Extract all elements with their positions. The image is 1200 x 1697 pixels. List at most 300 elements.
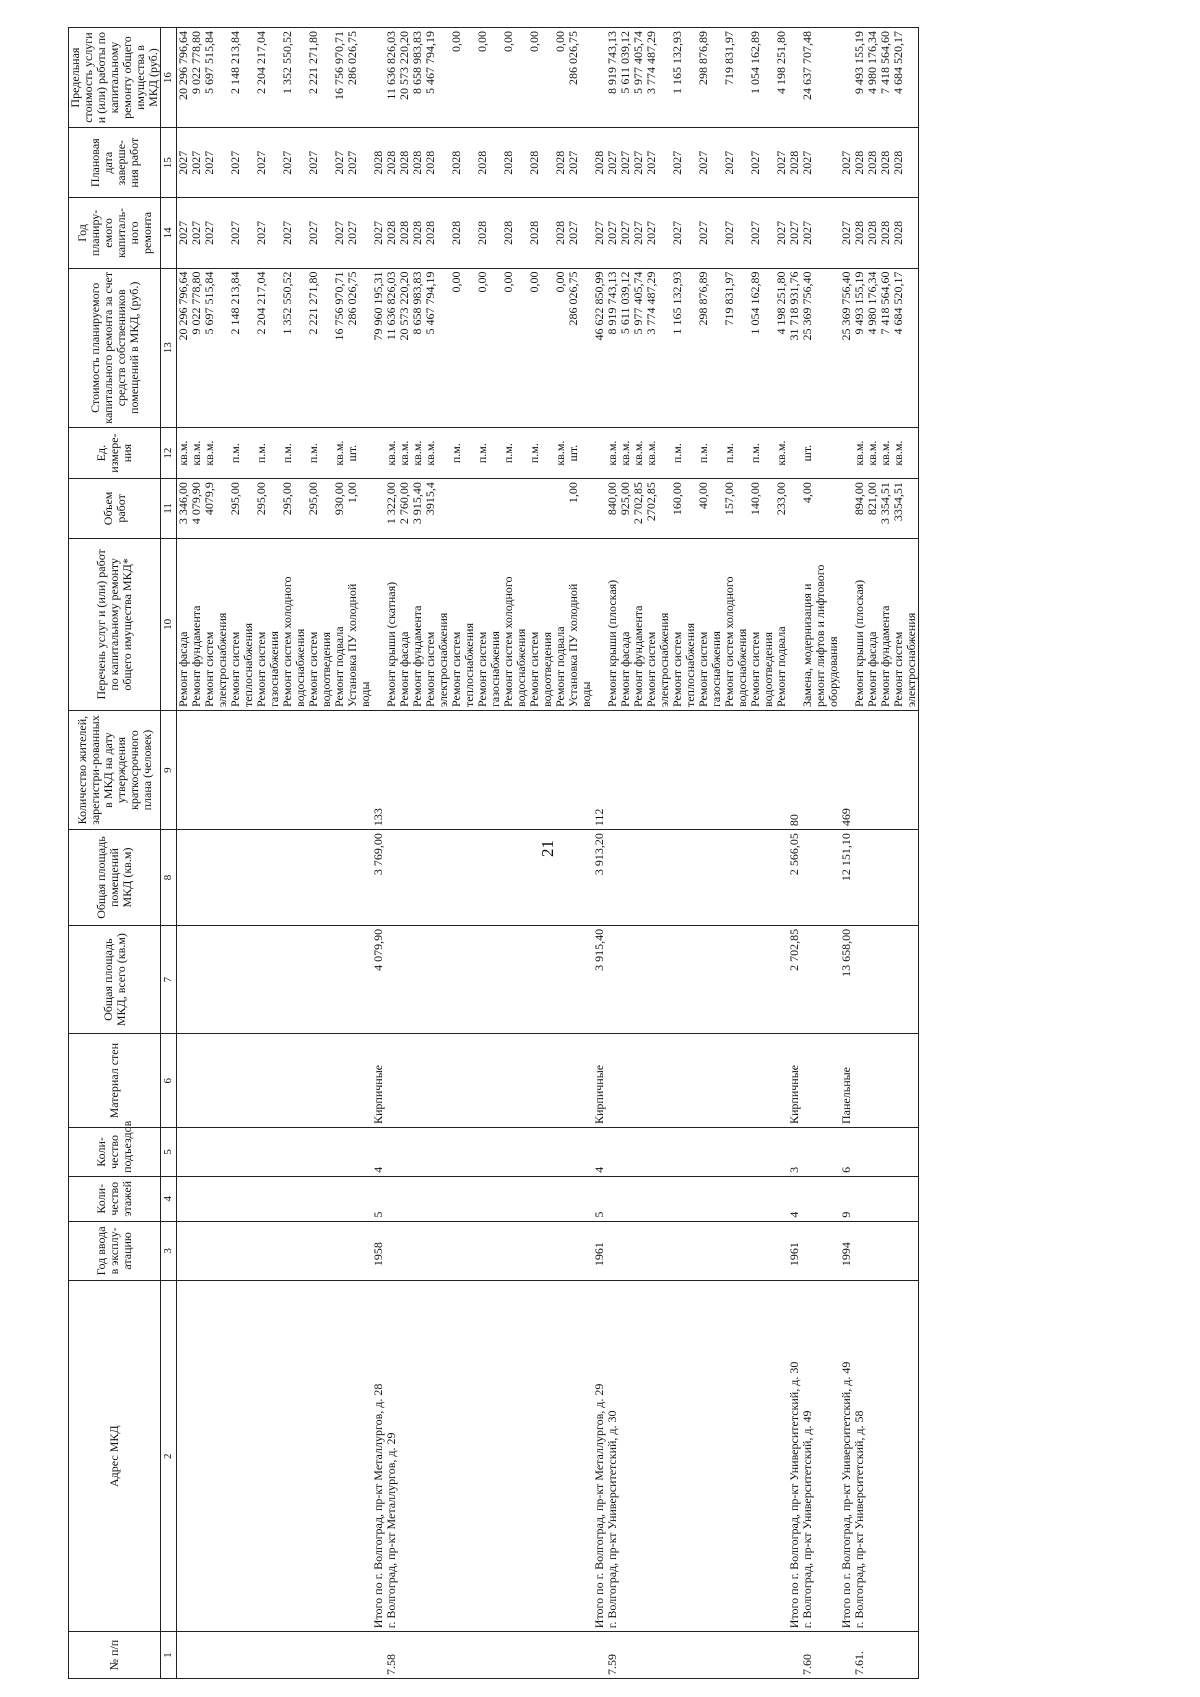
- cell-col-11: [476, 479, 489, 539]
- cell-col-2: [645, 1281, 658, 1632]
- cell-col-14: 2028: [450, 198, 463, 268]
- cell-col-2: [697, 1281, 710, 1632]
- cell-col-5: [307, 1128, 320, 1177]
- column-number: 1: [161, 1632, 177, 1679]
- cell-col-8: [710, 830, 723, 926]
- cell-col-9: [437, 711, 450, 830]
- cell-col-4: [606, 1176, 619, 1221]
- column-header: Количество жителей, зарегистри-рованных в МКД на дату утверждения краткосрочного плана (человек): [69, 711, 161, 830]
- table-row: [307, 28, 320, 1679]
- cell-col-1: [229, 1632, 242, 1679]
- cell-col-4: [515, 1176, 528, 1221]
- cell-col-14: 2028: [398, 198, 411, 268]
- cell-col-6: [866, 1034, 879, 1128]
- cell-col-8: [216, 830, 229, 926]
- cell-col-7: [905, 925, 919, 1034]
- cell-col-2: [658, 1281, 671, 1632]
- cell-col-7: [437, 925, 450, 1034]
- cell-col-1: [437, 1632, 450, 1679]
- cell-col-11: [515, 479, 528, 539]
- cell-col-15: 2028: [476, 128, 489, 198]
- cell-col-10: Ремонт систем: [528, 538, 541, 710]
- cell-col-10: газоснабжения: [268, 538, 281, 710]
- cell-col-4: [320, 1176, 333, 1221]
- cell-col-6: [684, 1034, 697, 1128]
- cell-col-13: 0,00: [528, 268, 541, 428]
- cell-col-13: 4 980 176,34: [866, 268, 879, 428]
- cell-col-9: [190, 711, 203, 830]
- cell-col-2: [333, 1281, 346, 1632]
- cell-col-10: Ремонт систем холодного: [281, 538, 294, 710]
- cell-col-9: [892, 711, 905, 830]
- cell-col-5: [333, 1128, 346, 1177]
- cell-col-16: 298 876,89: [697, 28, 710, 128]
- cell-col-15: 2028: [593, 128, 606, 198]
- cell-col-1: [242, 1632, 255, 1679]
- cell-col-12: [580, 428, 593, 479]
- cell-col-14: 2027: [645, 198, 658, 268]
- cell-col-4: [294, 1176, 307, 1221]
- cell-col-6: [762, 1034, 775, 1128]
- cell-col-1: [463, 1632, 476, 1679]
- cell-col-14: 2027: [697, 198, 710, 268]
- cell-col-11: [437, 479, 450, 539]
- cell-col-9: [762, 711, 775, 830]
- column-number: 7: [161, 925, 177, 1034]
- cell-col-4: [541, 1176, 554, 1221]
- cell-col-16: 0,00: [476, 28, 489, 128]
- cell-col-7: [723, 925, 736, 1034]
- cell-col-13: 11 636 826,03: [385, 268, 398, 428]
- cell-col-2: [437, 1281, 450, 1632]
- cell-col-14: 2027: [229, 198, 242, 268]
- cell-col-10: Ремонт систем: [424, 538, 437, 710]
- cell-col-15: [905, 128, 919, 198]
- cell-col-4: [710, 1176, 723, 1221]
- cell-col-7: [255, 925, 268, 1034]
- cell-col-4: [814, 1176, 827, 1221]
- cell-col-10: Ремонт подвала: [775, 538, 788, 710]
- cell-col-8: 2 566,05: [788, 830, 801, 926]
- cell-col-12: кв.м.: [645, 428, 658, 479]
- cell-col-16: 0,00: [528, 28, 541, 128]
- column-header: Год планиру-емого капиталь-ного ремонта: [69, 198, 161, 268]
- column-number: 12: [161, 428, 177, 479]
- cell-col-8: [476, 830, 489, 926]
- cell-col-6: [398, 1034, 411, 1128]
- cell-col-1: [515, 1632, 528, 1679]
- cell-col-12: кв.м.: [177, 428, 191, 479]
- cell-col-5: [216, 1128, 229, 1177]
- cell-col-13: 0,00: [476, 268, 489, 428]
- cell-col-16: 4 980 176,34: [866, 28, 879, 128]
- cell-col-1: [554, 1632, 567, 1679]
- cell-col-6: [346, 1034, 359, 1128]
- cell-col-15: 2028: [385, 128, 398, 198]
- cell-col-11: 2 760,00: [398, 479, 411, 539]
- cell-col-7: [814, 925, 827, 1034]
- cell-col-1: [879, 1632, 892, 1679]
- cell-col-6: [879, 1034, 892, 1128]
- cell-col-5: [567, 1128, 580, 1177]
- cell-col-6: [671, 1034, 684, 1128]
- cell-col-2: [736, 1281, 749, 1632]
- cell-col-12: п.м.: [450, 428, 463, 479]
- cell-col-11: 1 322,00: [385, 479, 398, 539]
- cell-col-4: [307, 1176, 320, 1221]
- cell-col-4: 4: [788, 1176, 801, 1221]
- cell-col-5: [268, 1128, 281, 1177]
- cell-col-7: [502, 925, 515, 1034]
- cell-col-2: г. Волгоград, пр-кт Университетский, д. 58: [853, 1281, 866, 1632]
- cell-col-13: 286 026,75: [567, 268, 580, 428]
- cell-col-12: шт.: [801, 428, 814, 479]
- cell-col-7: [632, 925, 645, 1034]
- cell-col-16: 0,00: [502, 28, 515, 128]
- cell-col-10: Ремонт крыши (плоская): [606, 538, 619, 710]
- cell-col-2: Итого по г. Волгоград, пр-кт Университетский, д. 49: [840, 1281, 853, 1632]
- column-number: 2: [161, 1281, 177, 1632]
- cell-col-2: [177, 1281, 191, 1632]
- cell-col-16: 2 204 217,04: [255, 28, 268, 128]
- cell-col-4: [645, 1176, 658, 1221]
- cell-col-14: [814, 198, 827, 268]
- cell-col-4: [749, 1176, 762, 1221]
- cell-col-10: Ремонт фундамента: [632, 538, 645, 710]
- cell-col-1: [398, 1632, 411, 1679]
- cell-col-11: 3 346,00: [177, 479, 191, 539]
- table-row: [567, 28, 580, 1679]
- cell-col-14: 2028: [853, 198, 866, 268]
- cell-col-1: [671, 1632, 684, 1679]
- cell-col-14: 2027: [346, 198, 359, 268]
- cell-col-11: [541, 479, 554, 539]
- cell-col-5: [411, 1128, 424, 1177]
- cell-col-2: [554, 1281, 567, 1632]
- cell-col-3: [229, 1221, 242, 1281]
- column-number: 15: [161, 128, 177, 198]
- cell-col-7: [307, 925, 320, 1034]
- cell-col-9: [710, 711, 723, 830]
- cell-col-9: [905, 711, 919, 830]
- column-number: 4: [161, 1176, 177, 1221]
- cell-col-12: п.м.: [502, 428, 515, 479]
- cell-col-7: [684, 925, 697, 1034]
- cell-col-5: [502, 1128, 515, 1177]
- cell-col-13: 8 658 983,83: [411, 268, 424, 428]
- cell-col-5: [684, 1128, 697, 1177]
- cell-col-4: [203, 1176, 216, 1221]
- cell-col-8: [814, 830, 827, 926]
- cell-col-4: [476, 1176, 489, 1221]
- cell-col-1: [411, 1632, 424, 1679]
- cell-col-1: [177, 1632, 191, 1679]
- cell-col-15: 2028: [411, 128, 424, 198]
- cell-col-9: 80: [788, 711, 801, 830]
- cell-col-8: [463, 830, 476, 926]
- cell-col-14: [905, 198, 919, 268]
- cell-col-15: 2027: [203, 128, 216, 198]
- cell-col-8: [853, 830, 866, 926]
- cell-col-16: 20 573 220,20: [398, 28, 411, 128]
- cell-col-11: [359, 479, 372, 539]
- cell-col-1: [814, 1632, 827, 1679]
- cell-col-8: [645, 830, 658, 926]
- column-number: 8: [161, 830, 177, 926]
- cell-col-8: [255, 830, 268, 926]
- cell-col-7: [229, 925, 242, 1034]
- cell-col-4: [619, 1176, 632, 1221]
- cell-col-9: [658, 711, 671, 830]
- cell-col-4: [684, 1176, 697, 1221]
- cell-col-15: 2027: [307, 128, 320, 198]
- cell-col-8: [294, 830, 307, 926]
- cell-col-3: [502, 1221, 515, 1281]
- cell-col-6: [437, 1034, 450, 1128]
- cell-col-1: [749, 1632, 762, 1679]
- cell-col-15: 2028: [502, 128, 515, 198]
- cell-col-15: 2027: [177, 128, 191, 198]
- cell-col-2: [463, 1281, 476, 1632]
- cell-col-3: [203, 1221, 216, 1281]
- cell-col-6: Кирпичные: [788, 1034, 801, 1128]
- cell-col-16: 2 221 271,80: [307, 28, 320, 128]
- cell-col-5: [892, 1128, 905, 1177]
- cell-col-9: [320, 711, 333, 830]
- cell-col-12: кв.м.: [411, 428, 424, 479]
- column-number: 16: [161, 28, 177, 128]
- cell-col-7: 2 702,85: [788, 925, 801, 1034]
- cell-col-5: [463, 1128, 476, 1177]
- cell-col-5: [424, 1128, 437, 1177]
- cell-col-8: [684, 830, 697, 926]
- cell-col-16: 8 658 983,83: [411, 28, 424, 128]
- cell-col-12: кв.м.: [853, 428, 866, 479]
- cell-col-5: [749, 1128, 762, 1177]
- cell-col-12: кв.м.: [775, 428, 788, 479]
- cell-col-11: 233,00: [775, 479, 788, 539]
- cell-col-11: 4 079,90: [190, 479, 203, 539]
- cell-col-11: 2702,85: [645, 479, 658, 539]
- cell-col-3: [268, 1221, 281, 1281]
- cell-col-10: Ремонт фасада: [177, 538, 191, 710]
- cell-col-10: Ремонт систем: [645, 538, 658, 710]
- cell-col-11: 40,00: [697, 479, 710, 539]
- cell-col-12: кв.м.: [333, 428, 346, 479]
- cell-col-2: [229, 1281, 242, 1632]
- cell-col-13: 8 919 743,13: [606, 268, 619, 428]
- cell-col-5: 6: [840, 1128, 853, 1177]
- cell-col-3: [866, 1221, 879, 1281]
- cell-col-15: 2028: [398, 128, 411, 198]
- cell-col-3: [697, 1221, 710, 1281]
- cell-col-6: [203, 1034, 216, 1128]
- cell-col-15: 2028: [866, 128, 879, 198]
- cell-col-14: 2028: [411, 198, 424, 268]
- cell-col-13: 31 718 931,76: [788, 268, 801, 428]
- cell-col-8: [632, 830, 645, 926]
- cell-col-9: [515, 711, 528, 830]
- cell-col-15: 2027: [281, 128, 294, 198]
- cell-col-13: [814, 268, 827, 428]
- cell-col-1: [307, 1632, 320, 1679]
- cell-col-14: 2027: [775, 198, 788, 268]
- cell-col-9: [398, 711, 411, 830]
- table-row: [528, 28, 541, 1679]
- cell-col-6: Кирпичные: [593, 1034, 606, 1128]
- cell-col-4: [450, 1176, 463, 1221]
- cell-col-16: 20 296 796,64: [177, 28, 191, 128]
- cell-col-13: 9 022 778,80: [190, 268, 203, 428]
- cell-col-2: [281, 1281, 294, 1632]
- cell-col-4: [658, 1176, 671, 1221]
- cell-col-1: [632, 1632, 645, 1679]
- cell-col-8: 3 913,20: [593, 830, 606, 926]
- cell-col-8: [450, 830, 463, 926]
- cell-col-5: [255, 1128, 268, 1177]
- cell-col-16: 1 352 550,52: [281, 28, 294, 128]
- cell-col-16: 5 467 794,19: [424, 28, 437, 128]
- cell-col-14: 2028: [424, 198, 437, 268]
- cell-col-3: [619, 1221, 632, 1281]
- cell-col-3: [762, 1221, 775, 1281]
- cell-col-2: [866, 1281, 879, 1632]
- cell-col-5: [229, 1128, 242, 1177]
- cell-col-3: [528, 1221, 541, 1281]
- cell-col-16: 5 697 515,84: [203, 28, 216, 128]
- cell-col-7: 3 915,40: [593, 925, 606, 1034]
- cell-col-5: [554, 1128, 567, 1177]
- cell-col-7: [463, 925, 476, 1034]
- cell-col-11: 1,00: [346, 479, 359, 539]
- column-number-row: [161, 28, 177, 1679]
- cell-col-11: 1,00: [567, 479, 580, 539]
- cell-col-2: [424, 1281, 437, 1632]
- cell-col-5: [346, 1128, 359, 1177]
- cell-col-8: [515, 830, 528, 926]
- cell-col-9: [684, 711, 697, 830]
- cell-col-2: г. Волгоград, пр-кт Университетский, д. 30: [606, 1281, 619, 1632]
- cell-col-7: [866, 925, 879, 1034]
- cell-col-6: [892, 1034, 905, 1128]
- cell-col-3: [177, 1221, 191, 1281]
- cell-col-6: [645, 1034, 658, 1128]
- column-number: 9: [161, 711, 177, 830]
- cell-col-1: [528, 1632, 541, 1679]
- cell-col-4: [905, 1176, 919, 1221]
- cell-col-12: п.м.: [307, 428, 320, 479]
- cell-col-10: Ремонт систем: [203, 538, 216, 710]
- cell-col-7: [177, 925, 191, 1034]
- cell-col-16: 0,00: [554, 28, 567, 128]
- table-row: [892, 28, 905, 1679]
- cell-col-16: 3 774 487,29: [645, 28, 658, 128]
- cell-col-13: 0,00: [502, 268, 515, 428]
- cell-col-9: [489, 711, 502, 830]
- cell-col-16: 11 636 826,03: [385, 28, 398, 128]
- column-number: 14: [161, 198, 177, 268]
- cell-col-11: 3354,51: [892, 479, 905, 539]
- cell-col-6: Панельные: [840, 1034, 853, 1128]
- cell-col-2: [476, 1281, 489, 1632]
- cell-col-8: [307, 830, 320, 926]
- cell-col-7: [333, 925, 346, 1034]
- cell-col-10: Ремонт систем холодного: [723, 538, 736, 710]
- cell-col-6: [658, 1034, 671, 1128]
- cell-col-13: 46 622 850,99: [593, 268, 606, 428]
- cell-col-14: 2028: [502, 198, 515, 268]
- cell-col-1: [866, 1632, 879, 1679]
- cell-col-7: [294, 925, 307, 1034]
- cell-col-15: 2028: [879, 128, 892, 198]
- cell-col-11: 3 915,40: [411, 479, 424, 539]
- cell-col-14: 2028: [879, 198, 892, 268]
- table-row: [346, 28, 359, 1679]
- cell-col-10: водоснабжения: [736, 538, 749, 710]
- cell-col-6: [905, 1034, 919, 1128]
- cell-col-1: [567, 1632, 580, 1679]
- cell-col-1: [619, 1632, 632, 1679]
- cell-col-11: 4,00: [801, 479, 814, 539]
- cell-col-14: 2027: [632, 198, 645, 268]
- cell-col-1: [710, 1632, 723, 1679]
- cell-col-6: [216, 1034, 229, 1128]
- cell-col-2: [489, 1281, 502, 1632]
- cell-col-7: [411, 925, 424, 1034]
- cell-col-10: электроснабжения: [437, 538, 450, 710]
- cell-col-8: [879, 830, 892, 926]
- cell-col-2: [307, 1281, 320, 1632]
- cell-col-8: [385, 830, 398, 926]
- cell-col-10: Ремонт систем: [476, 538, 489, 710]
- cell-col-14: 2027: [593, 198, 606, 268]
- cell-col-9: [541, 711, 554, 830]
- cell-col-1: [723, 1632, 736, 1679]
- cell-col-11: [502, 479, 515, 539]
- cell-col-4: [190, 1176, 203, 1221]
- cell-col-1: [541, 1632, 554, 1679]
- cell-col-3: [658, 1221, 671, 1281]
- cell-col-1: [333, 1632, 346, 1679]
- cell-col-11: 295,00: [229, 479, 242, 539]
- cell-col-6: [268, 1034, 281, 1128]
- cell-col-11: 840,00: [606, 479, 619, 539]
- cell-col-2: [346, 1281, 359, 1632]
- cell-col-8: [242, 830, 255, 926]
- cell-col-7: 13 658,00: [840, 925, 853, 1034]
- cell-col-15: 2028: [450, 128, 463, 198]
- cell-col-3: [879, 1221, 892, 1281]
- cell-col-6: [450, 1034, 463, 1128]
- column-number: 10: [161, 538, 177, 710]
- table-row: [229, 28, 242, 1679]
- cell-col-6: [528, 1034, 541, 1128]
- cell-col-3: [190, 1221, 203, 1281]
- cell-col-4: [333, 1176, 346, 1221]
- cell-col-16: 9 022 778,80: [190, 28, 203, 128]
- cell-col-10: Ремонт фасада: [866, 538, 879, 710]
- cell-col-14: 2027: [307, 198, 320, 268]
- cell-col-12: [359, 428, 372, 479]
- column-header: Адрес МКД: [69, 1281, 161, 1632]
- cell-col-4: [567, 1176, 580, 1221]
- cell-col-9: [671, 711, 684, 830]
- cell-col-15: 2027: [567, 128, 580, 198]
- cell-col-14: 2027: [333, 198, 346, 268]
- cell-col-2: [216, 1281, 229, 1632]
- cell-col-1: [775, 1632, 788, 1679]
- cell-col-8: [424, 830, 437, 926]
